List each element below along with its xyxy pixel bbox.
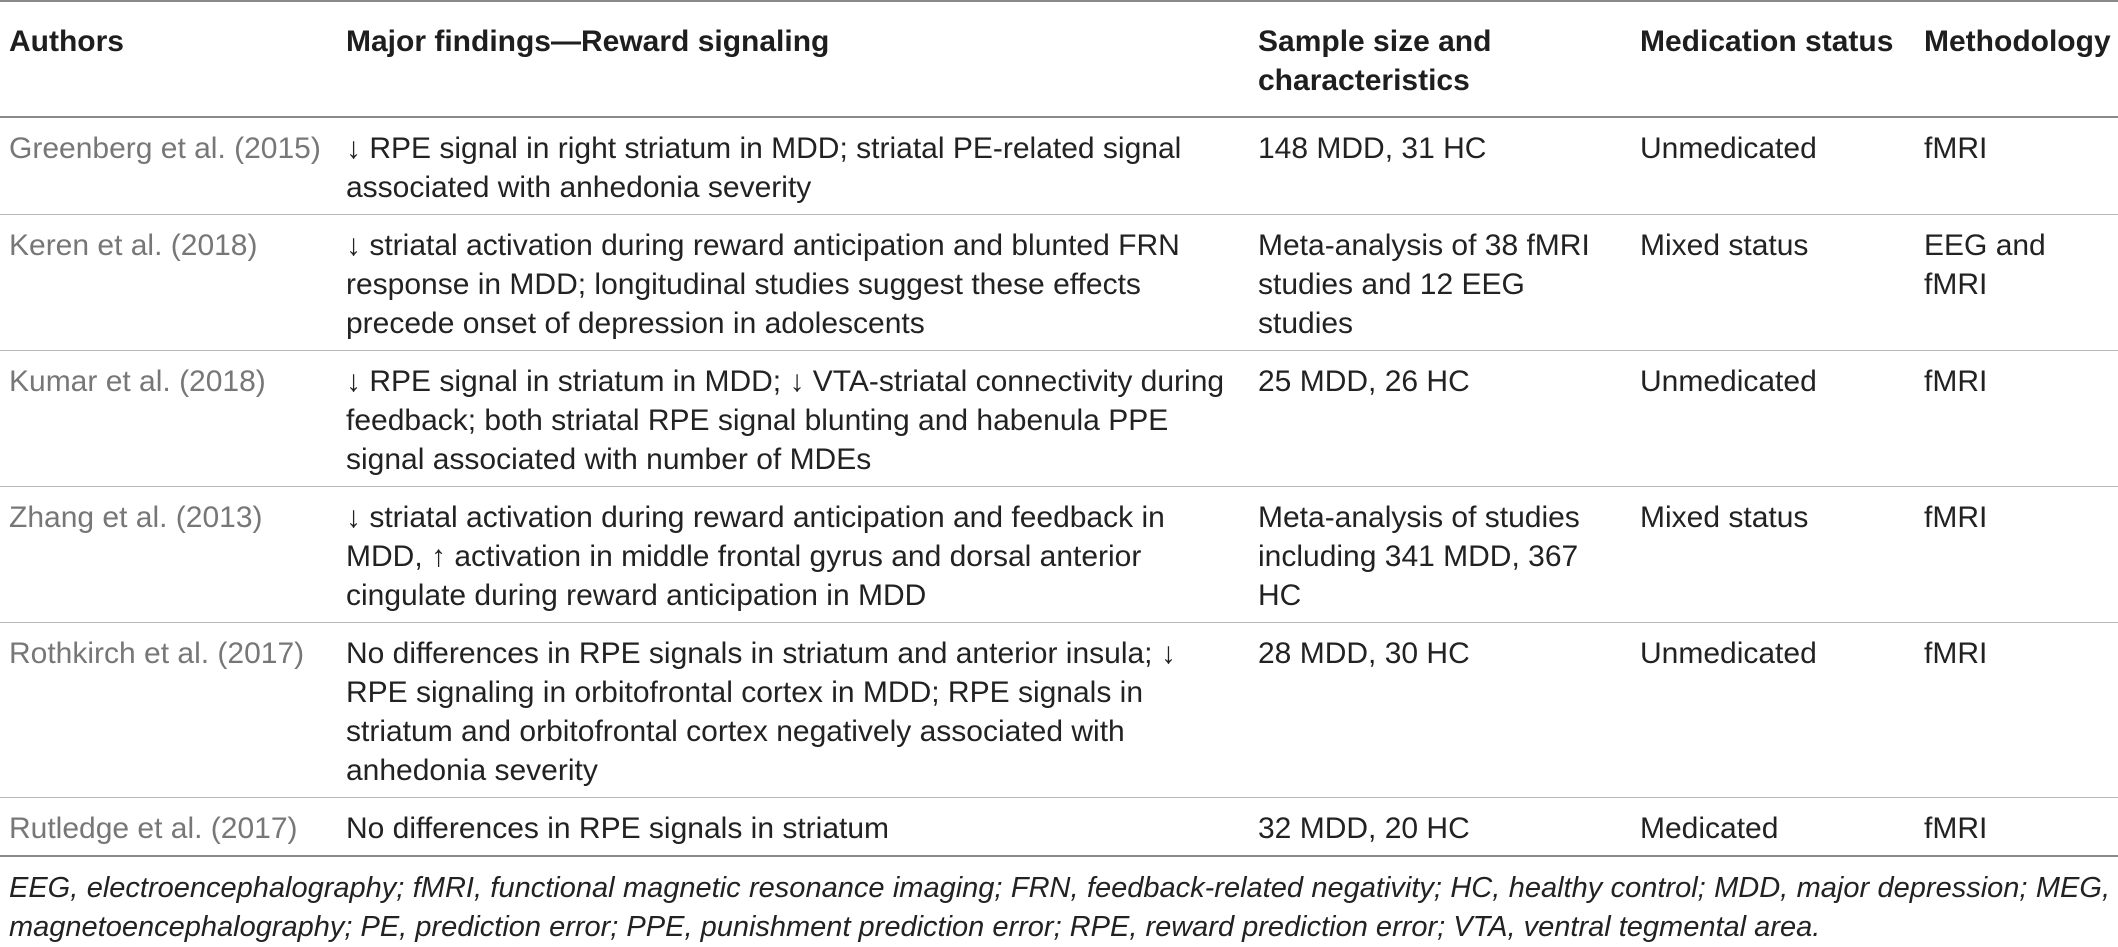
cell-methodology: fMRI <box>1924 812 1988 845</box>
cell-findings: No differences in RPE signals in striatum <box>346 812 890 845</box>
cell-medication: Unmedicated <box>1640 132 1817 165</box>
cell-findings: ↓ striatal activation during reward anticipation and blunted FRN response in MDD; longitudinal studies suggest these effects precede onset of depression in adolescents <box>346 229 1180 340</box>
cell-sample: 148 MDD, 31 HC <box>1258 132 1487 165</box>
table-row <box>0 351 2118 487</box>
header-methodology: Methodology <box>1924 25 2111 58</box>
cell-methodology: fMRI <box>1924 132 1988 165</box>
table-header-row <box>0 1 2118 117</box>
cell-methodology: EEG and fMRI <box>1924 229 2046 301</box>
cell-sample: 25 MDD, 26 HC <box>1258 365 1470 398</box>
table-row <box>0 487 2118 623</box>
cell-methodology: fMRI <box>1924 637 1988 670</box>
cell-sample: 28 MDD, 30 HC <box>1258 637 1470 670</box>
cell-authors: Greenberg et al. (2015) <box>9 132 321 165</box>
table-row <box>0 798 2118 857</box>
table-footnote: EEG, electroencephalography; fMRI, functional magnetic resonance imaging; FRN, feedback-related negativity; HC, healthy control; MDD, major depression; MEG, magnetoencephalography; PE, prediction error; PPE, punishment prediction error; RPE, reward prediction error; VTA, ventral tegmental area. <box>9 872 2110 943</box>
header-medication: Medication status <box>1640 25 1894 58</box>
cell-authors: Zhang et al. (2013) <box>9 501 263 534</box>
cell-medication: Unmedicated <box>1640 637 1817 670</box>
cell-medication: Mixed status <box>1640 229 1809 262</box>
cell-findings: ↓ RPE signal in right striatum in MDD; striatal PE-related signal associated with anhedonia severity <box>346 132 1182 204</box>
cell-findings: No differences in RPE signals in striatum and anterior insula; ↓ RPE signaling in orbitofrontal cortex in MDD; RPE signals in striatum and orbitofrontal cortex negatively associated with anhedonia severity <box>346 637 1176 787</box>
cell-medication: Unmedicated <box>1640 365 1817 398</box>
cell-medication: Mixed status <box>1640 501 1809 534</box>
cell-authors: Rothkirch et al. (2017) <box>9 637 305 670</box>
table-row <box>0 215 2118 351</box>
header-authors: Authors <box>9 25 124 58</box>
cell-sample: Meta-analysis of studies including 341 MDD, 367 HC <box>1258 501 1580 612</box>
cell-findings: ↓ striatal activation during reward anticipation and feedback in MDD, ↑ activation in middle frontal gyrus and dorsal anterior cingulate during reward anticipation in MDD <box>346 501 1165 612</box>
table-row <box>0 623 2118 798</box>
header-sample: Sample size and characteristics <box>1258 25 1492 97</box>
cell-authors: Rutledge et al. (2017) <box>9 812 298 845</box>
cell-authors: Kumar et al. (2018) <box>9 365 266 398</box>
cell-methodology: fMRI <box>1924 501 1988 534</box>
cell-medication: Medicated <box>1640 812 1779 845</box>
cell-findings: ↓ RPE signal in striatum in MDD; ↓ VTA-striatal connectivity during feedback; both striatal RPE signal blunting and habenula PPE signal associated with number of MDEs <box>346 365 1225 476</box>
table-row <box>0 117 2118 215</box>
cell-sample: 32 MDD, 20 HC <box>1258 812 1470 845</box>
cell-authors: Keren et al. (2018) <box>9 229 258 262</box>
cell-sample: Meta-analysis of 38 fMRI studies and 12 EEG studies <box>1258 229 1590 340</box>
cell-methodology: fMRI <box>1924 365 1988 398</box>
header-findings: Major findings—Reward signaling <box>346 25 830 58</box>
